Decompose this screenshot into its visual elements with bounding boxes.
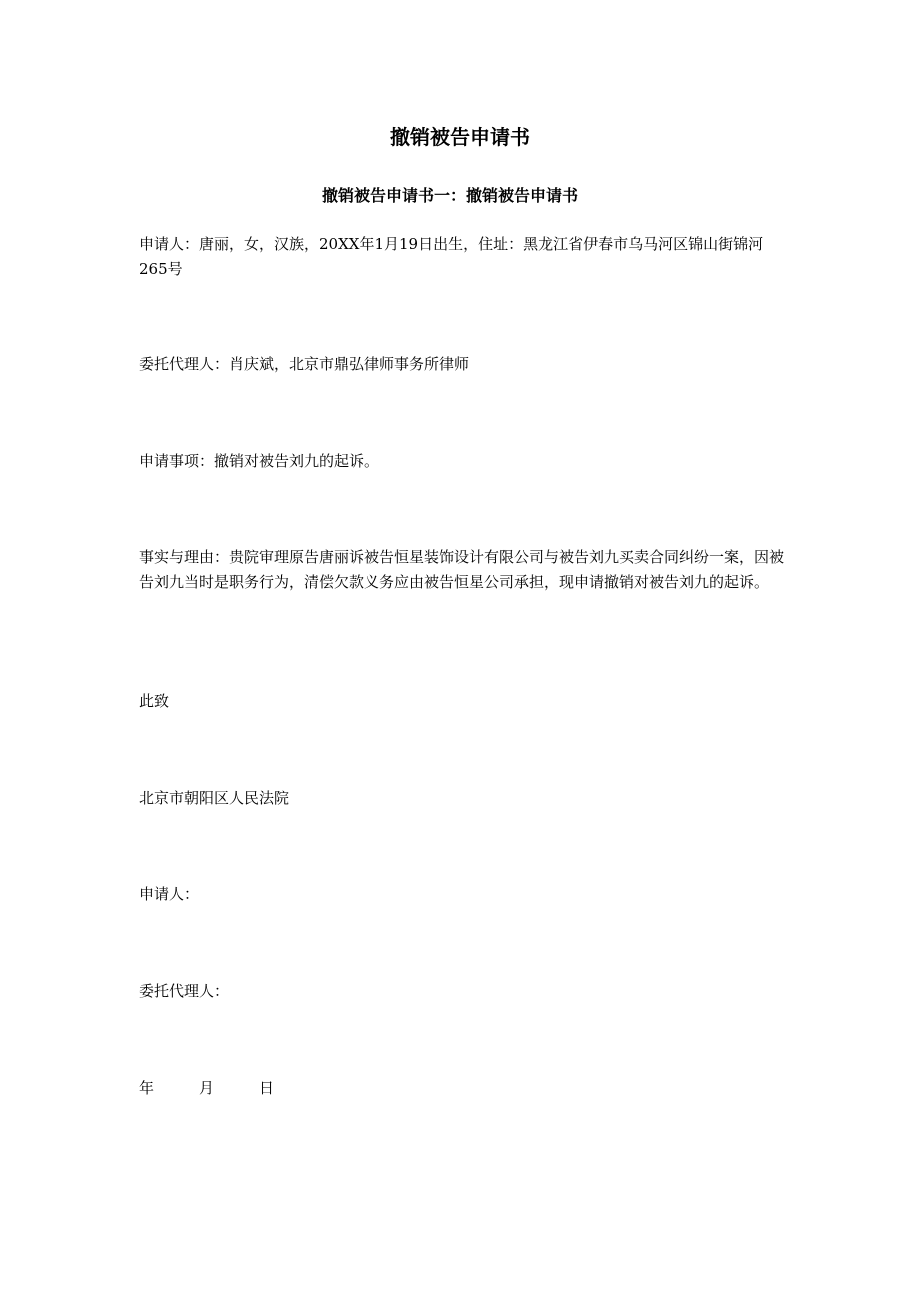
- date-year: 年: [139, 1079, 155, 1097]
- date-month: 月: [199, 1079, 215, 1097]
- applicant-paragraph: 申请人：唐丽，女，汉族，20XX年1月19日出生，住址：黑龙江省伊春市乌马河区锦山街锦河265号: [139, 235, 764, 278]
- agent-paragraph: 委托代理人：肖庆斌，北京市鼎弘律师事务所律师: [139, 355, 470, 373]
- date-day: 日: [259, 1079, 275, 1097]
- court-name: 北京市朝阳区人民法院: [139, 789, 290, 807]
- document-title: 撤销被告申请书: [390, 125, 530, 149]
- signature-applicant: 申请人：: [139, 885, 200, 903]
- signature-agent: 委托代理人：: [139, 982, 230, 1000]
- reason-paragraph: 事实与理由：贵院审理原告唐丽诉被告恒星装饰设计有限公司与被告刘九买卖合同纠纷一案，因被告刘九当时是职务行为，清偿欠款义务应由被告恒星公司承担，现申请撤销对被告刘九的起诉。: [139, 548, 785, 591]
- date-line: [139, 1076, 274, 1101]
- document-subtitle: 撤销被告申请书一：撤销被告申请书: [321, 186, 578, 205]
- request-paragraph: 申请事项：撤销对被告刘九的起诉。: [139, 452, 380, 470]
- salutation: 此致: [139, 692, 170, 710]
